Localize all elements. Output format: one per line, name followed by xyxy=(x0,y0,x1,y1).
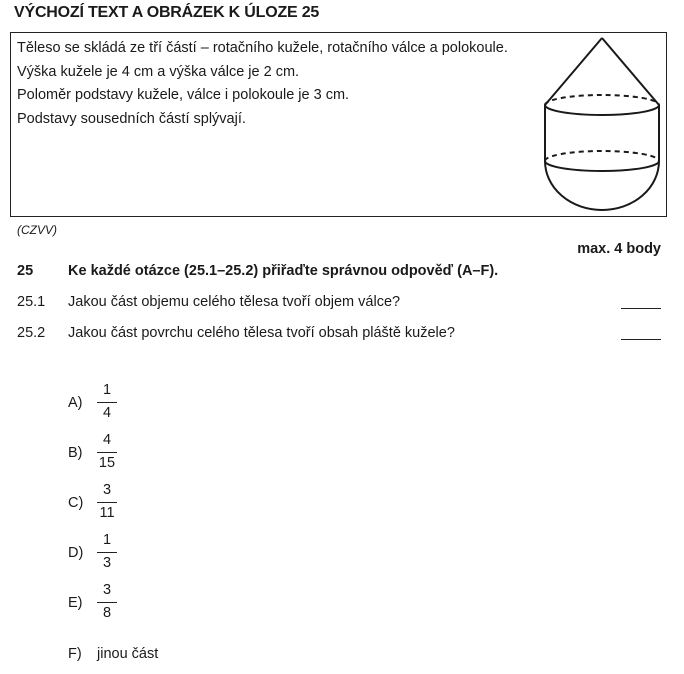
fraction-denominator: 11 xyxy=(99,505,115,521)
option-fraction xyxy=(97,431,117,473)
option-fraction xyxy=(97,481,117,523)
question-text: Jakou část objemu celého tělesa tvoří objem válce? xyxy=(68,294,401,310)
fraction-numerator: 4 xyxy=(102,432,112,448)
cone-base-ellipse-front xyxy=(545,105,659,115)
fraction-bar xyxy=(97,552,117,553)
source-text xyxy=(17,37,508,131)
fraction-denominator: 15 xyxy=(98,455,116,471)
fraction-bar xyxy=(97,602,117,603)
fraction-bar xyxy=(97,502,117,503)
source-text-line: Těleso se skládá ze tří částí – rotačního kužele, rotačního válce a polokoule. xyxy=(17,40,508,56)
option-fraction xyxy=(97,581,117,623)
option-letter: A) xyxy=(68,395,83,411)
option-letter: F) xyxy=(68,646,82,662)
answer-blank[interactable] xyxy=(621,308,661,309)
source-text-line: Podstavy sousedních částí splývají. xyxy=(17,110,246,127)
option-fraction xyxy=(97,531,117,573)
cone-edge-left xyxy=(545,38,602,105)
fraction-denominator: 3 xyxy=(102,555,112,571)
fraction-numerator: 1 xyxy=(102,382,112,398)
question-number: 25.2 xyxy=(17,325,46,341)
option-letter: D) xyxy=(68,545,84,561)
fraction-denominator: 4 xyxy=(102,405,112,421)
cylinder-base-ellipse-back xyxy=(545,151,659,161)
option-text: jinou část xyxy=(97,646,159,662)
question-number: 25.1 xyxy=(17,294,46,310)
source-text-box xyxy=(10,32,667,217)
section-heading: VÝCHOZÍ TEXT A OBRÁZEK K ÚLOZE 25 xyxy=(14,4,320,21)
question-text: Jakou část povrchu celého tělesa tvoří obsah pláště kužele? xyxy=(68,325,455,341)
fraction-numerator: 3 xyxy=(102,482,112,498)
option-letter: B) xyxy=(68,445,83,461)
cone-base-ellipse-back xyxy=(545,95,659,105)
fraction-numerator: 3 xyxy=(102,582,112,598)
source-label: (CZVV) xyxy=(17,223,57,237)
option-letter: C) xyxy=(68,495,84,511)
fraction-denominator: 8 xyxy=(102,605,112,621)
task-instruction: Ke každé otázce (25.1–25.2) přiřaďte správnou odpověď (A–F). xyxy=(68,263,499,279)
fraction-bar xyxy=(97,452,117,453)
task-number: 25 xyxy=(17,263,34,279)
cylinder-base-ellipse-front xyxy=(545,161,659,171)
option-fraction xyxy=(97,381,117,423)
source-text-line: Poloměr podstavy kužele, válce i polokoule je 3 cm. xyxy=(17,87,350,103)
max-points: max. 4 body xyxy=(577,241,661,257)
source-text-line: Výška kužele je 4 cm a výška válce je 2 cm. xyxy=(17,63,300,80)
fraction-bar xyxy=(97,402,117,403)
answer-blank[interactable] xyxy=(621,339,661,340)
solid-figure xyxy=(531,33,667,215)
option-letter: E) xyxy=(68,595,83,611)
fraction-numerator: 1 xyxy=(102,532,112,548)
